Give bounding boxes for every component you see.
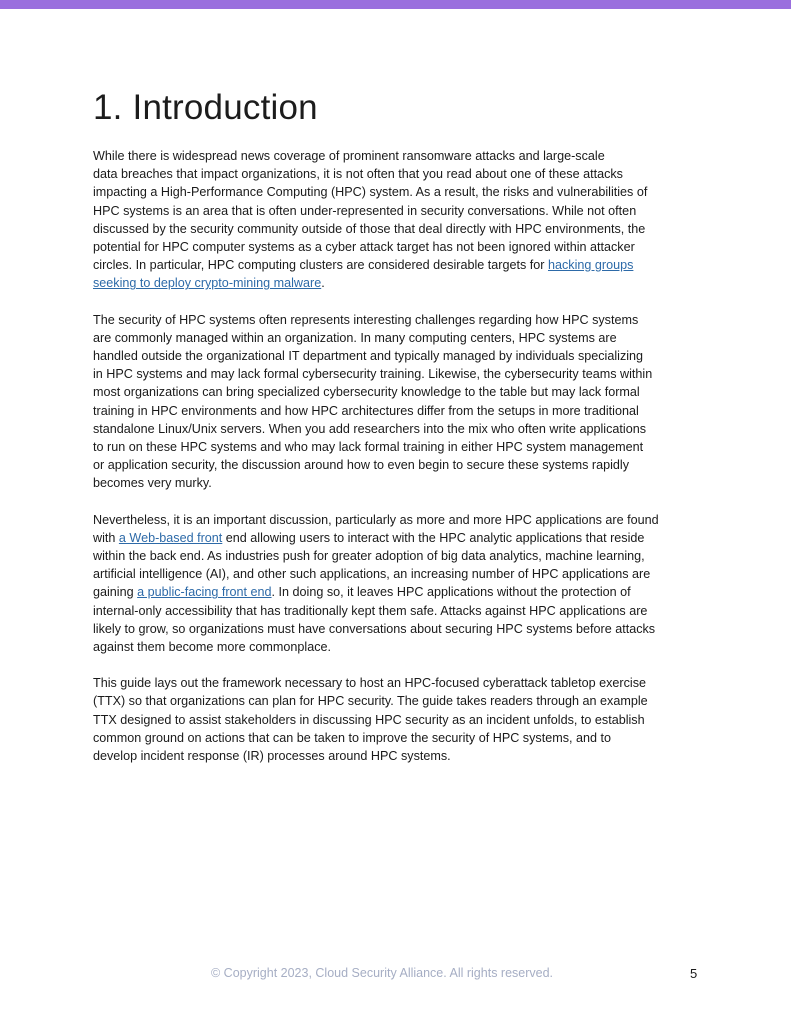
text-line: internal-only accessibility that has traditionally kept them safe. Attacks against HPC applications are — [93, 603, 648, 618]
text-line: to run on these HPC systems and who may lack formal training in either HPC system management — [93, 440, 644, 455]
text-line — [93, 256, 703, 274]
text-line: impacting a High-Performance Computing (HPC) system. As a result, the risks and vulnerabilities of — [93, 185, 648, 200]
page-footer — [0, 966, 791, 986]
text-segment: end allowing users to interact with the HPC analytic applications that reside — [222, 530, 645, 545]
text-line: This guide lays out the framework necessary to host an HPC-focused cyberattack tabletop exercise — [93, 676, 646, 691]
text-segment: circles. In particular, HPC computing clusters are considered desirable targets for — [93, 258, 548, 273]
text-line: discussed by the security community outside of those that deal directly with HPC environments, the — [93, 221, 646, 236]
page-title: 1. Introduction — [93, 88, 318, 127]
text-line: training in HPC environments and how HPC architectures differ from the setups in more traditional — [93, 403, 639, 418]
page-content — [93, 86, 703, 783]
text-line: are commonly managed within an organization. In many computing centers, HPC systems are — [93, 330, 617, 345]
text-segment: . — [321, 276, 325, 291]
text-line: common ground on actions that can be taken to improve the security of HPC systems, and to — [93, 730, 612, 745]
text-line: Nevertheless, it is an important discussion, particularly as more and more HPC applications are found — [93, 512, 659, 527]
text-line: (TTX) so that organizations can plan for HPC security. The guide takes readers through an example — [93, 694, 648, 709]
intro-paragraph-3 — [93, 511, 703, 657]
text-line: data breaches that impact organizations, it is not often that you read about one of these attacks — [93, 167, 623, 182]
text-segment: with — [93, 530, 119, 545]
web-based-front-link[interactable]: a Web-based front — [118, 530, 223, 545]
intro-paragraph-1 — [93, 147, 703, 293]
text-line: HPC systems is an area that is often under-represented in security conversations. While not often — [93, 203, 637, 218]
text-line: handled outside the organizational IT department and typically managed by individuals specializing — [93, 349, 644, 364]
text-line — [93, 529, 703, 547]
text-line: most organizations can bring specialized cybersecurity knowledge to the table but may lack formal — [93, 385, 640, 400]
text-line: artificial intelligence (AI), and other such applications, an increasing number of HPC applications are — [93, 567, 651, 582]
intro-paragraph-2 — [93, 311, 703, 493]
text-line: develop incident response (IR) processes around HPC systems. — [93, 749, 451, 764]
text-line: standalone Linux/Unix servers. When you add researchers into the mix who often write applications — [93, 421, 647, 436]
text-line: within the back end. As industries push for greater adoption of big data analytics, machine learning, — [93, 549, 645, 564]
text-line: TTX designed to assist stakeholders in discussing HPC security as an incident unfolds, to establish — [93, 712, 645, 727]
text-line: or application security, the discussion around how to even begin to secure these systems rapidly — [93, 458, 629, 473]
page-number: 5 — [690, 966, 698, 981]
text-line: The security of HPC systems often represents interesting challenges regarding how HPC systems — [93, 312, 639, 327]
hacking-groups-link[interactable]: hacking groups — [547, 258, 634, 273]
copyright-notice: © Copyright 2023, Cloud Security Alliance. All rights reserved. — [211, 966, 554, 980]
top-accent-bar — [0, 0, 791, 9]
text-line: in HPC systems and may lack formal cybersecurity training. Likewise, the cybersecurity teams within — [93, 367, 653, 382]
text-line: against them become more commonplace. — [93, 640, 331, 655]
text-segment: gaining — [93, 585, 138, 600]
crypto-mining-malware-link[interactable]: seeking to deploy crypto-mining malware — [93, 276, 322, 291]
text-line: likely to grow, so organizations must have conversations about securing HPC systems before attacks — [93, 621, 656, 636]
text-line — [93, 274, 703, 292]
text-line — [93, 583, 703, 601]
text-line: becomes very murky. — [93, 476, 212, 491]
public-facing-front-end-link[interactable]: a public-facing front end — [137, 585, 272, 600]
intro-paragraph-4 — [93, 674, 703, 765]
text-segment: . In doing so, it leaves HPC applications without the protection of — [271, 585, 631, 600]
text-line: potential for HPC computer systems as a cyber attack target has not been ignored within attacker — [93, 240, 635, 255]
text-line: While there is widespread news coverage of prominent ransomware attacks and large-scale — [93, 149, 605, 163]
